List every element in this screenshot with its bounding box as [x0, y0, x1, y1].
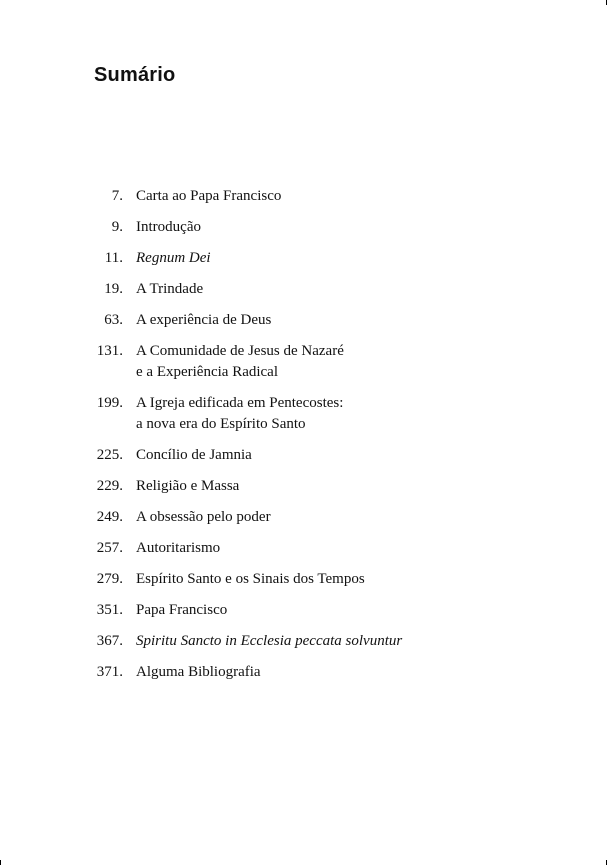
toc-title-line: Espírito Santo e os Sinais dos Tempos — [136, 571, 365, 587]
toc-title-line: A experiência de Deus — [136, 312, 272, 328]
toc-title-line: A Igreja edificada em Pentecostes: — [136, 395, 344, 411]
toc-entry — [86, 217, 506, 238]
toc-page-number: 351. — [96, 602, 123, 618]
toc-entry — [86, 662, 506, 683]
toc-title-line: Religião e Massa — [136, 478, 240, 494]
toc-entry-title — [123, 600, 506, 621]
toc-title-line: Alguma Bibliografia — [136, 664, 261, 680]
toc-page-number: 11. — [104, 250, 123, 266]
toc-entry-title — [123, 341, 506, 383]
toc-entry — [86, 248, 506, 269]
toc-title-line: Papa Francisco — [136, 602, 228, 618]
toc-entry — [86, 310, 506, 331]
page-title: Sumário — [94, 64, 176, 86]
toc-entry — [86, 186, 506, 207]
toc-page-number: 19. — [104, 281, 123, 297]
toc-entry — [86, 476, 506, 497]
toc-title-line: Regnum Dei — [136, 250, 211, 266]
toc-entry-title — [123, 631, 506, 652]
toc-entry — [86, 538, 506, 559]
toc-title-line: A Trindade — [136, 281, 204, 297]
toc-page-number: 229. — [96, 478, 123, 494]
toc-entry — [86, 631, 506, 652]
toc-entry-title — [123, 217, 506, 238]
toc-title-line: Spiritu Sancto in Ecclesia peccata solvuntur — [136, 633, 403, 649]
toc-title-line: e a Experiência Radical — [136, 364, 279, 380]
toc-page-number: 367. — [96, 633, 123, 649]
toc-entry-title — [123, 445, 506, 466]
toc-entry — [86, 393, 506, 435]
toc-entry-title — [123, 279, 506, 300]
toc-entry-title — [123, 507, 506, 528]
toc-title-line: Concílio de Jamnia — [136, 447, 252, 463]
toc-entry-title — [123, 393, 506, 435]
toc-entry-title — [123, 248, 506, 269]
toc-entry — [86, 569, 506, 590]
toc-entry — [86, 341, 506, 383]
toc-entry-title — [123, 662, 506, 683]
toc-title-line: Autoritarismo — [136, 540, 221, 556]
toc-entry-title — [123, 310, 506, 331]
toc-page-number: 9. — [111, 219, 123, 235]
toc-title-line: Introdução — [136, 219, 201, 235]
toc-page-number: 225. — [96, 447, 123, 463]
toc-page-number: 257. — [96, 540, 123, 556]
toc-entry — [86, 600, 506, 621]
toc-page-number: 63. — [104, 312, 123, 328]
toc-page-number: 249. — [96, 509, 123, 525]
toc-page-number: 7. — [111, 188, 123, 204]
toc-entry-title — [123, 186, 506, 207]
toc-page-number: 371. — [96, 664, 123, 680]
toc-page-number: 131. — [96, 343, 123, 359]
toc-title-line: a nova era do Espírito Santo — [136, 416, 306, 432]
toc-page-number: 199. — [96, 395, 123, 411]
toc-title-line: Carta ao Papa Francisco — [136, 188, 282, 204]
toc-title-line: A Comunidade de Jesus de Nazaré — [136, 343, 344, 359]
toc-entry — [86, 507, 506, 528]
toc-page-number: 279. — [96, 571, 123, 587]
toc-entry — [86, 445, 506, 466]
crop-mark-bottom-left — [0, 860, 1, 865]
toc-entry-title — [123, 538, 506, 559]
table-of-contents — [86, 186, 506, 693]
toc-entry-title — [123, 476, 506, 497]
toc-entry — [86, 279, 506, 300]
toc-title-line: A obsessão pelo poder — [136, 509, 271, 525]
toc-entry-title — [123, 569, 506, 590]
